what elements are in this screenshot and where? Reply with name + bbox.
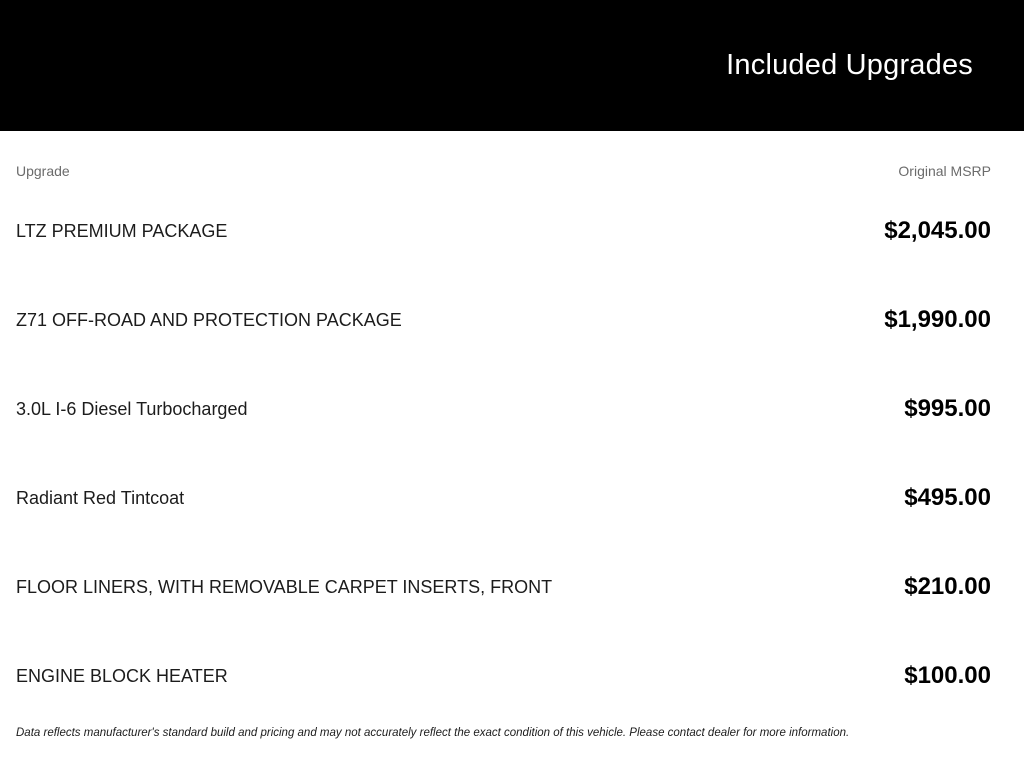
upgrade-msrp: $495.00 [904,484,991,511]
upgrades-content [0,131,1024,740]
upgrade-msrp: $2,045.00 [884,217,991,244]
page-header [0,0,1024,131]
upgrade-msrp: $1,990.00 [884,306,991,333]
upgrade-name: ENGINE BLOCK HEATER [16,666,228,686]
upgrade-name: Radiant Red Tintcoat [16,488,185,508]
column-header-msrp: Original MSRP [898,163,991,179]
disclaimer-text: Data reflects manufacturer's standard build and pricing and may not accurately reflect the exact condition of this vehicle. Please contact dealer for more information. [16,727,850,739]
upgrade-name: FLOOR LINERS, WITH REMOVABLE CARPET INSERTS, FRONT [16,577,553,597]
upgrade-msrp: $100.00 [904,662,991,689]
upgrade-name: Z71 OFF-ROAD AND PROTECTION PACKAGE [16,310,402,330]
upgrade-msrp: $210.00 [904,573,991,600]
upgrades-table [16,217,991,690]
table-row [16,306,991,334]
table-row [16,662,991,690]
page-title: Included Upgrades [726,49,973,81]
table-row [16,395,991,423]
table-row [16,217,991,245]
column-header-upgrade: Upgrade [16,163,70,179]
upgrade-name: 3.0L I-6 Diesel Turbocharged [16,399,248,419]
table-row [16,573,991,601]
upgrade-name: LTZ PREMIUM PACKAGE [16,221,228,241]
table-row [16,484,991,512]
table-column-headers [16,163,991,179]
upgrade-msrp: $995.00 [904,395,991,422]
